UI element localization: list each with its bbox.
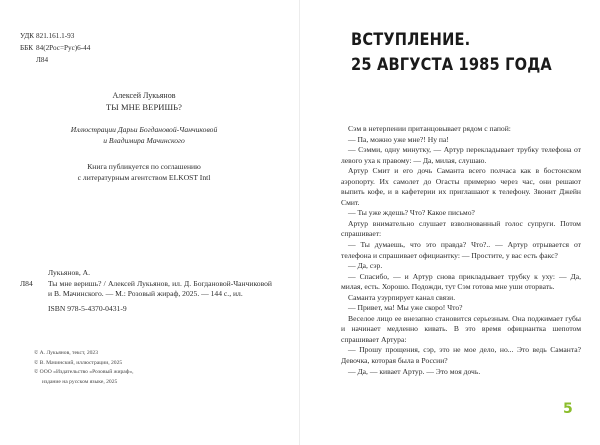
illustrators-line-2: и Владимира Мачинского: [103, 136, 185, 145]
illustrators-line-1: Иллюстрации Дарьи Богдановой-Чанчиковой: [70, 125, 218, 134]
udk-value: 821.161.1-93: [36, 32, 75, 40]
paragraph: — Да, — кивает Артур. — Это моя дочь.: [348, 366, 481, 376]
chapter-title: [351, 28, 552, 78]
paragraph: Сэм в нетерпении пританцовывает рядом с папой:: [348, 124, 511, 133]
paragraph: — Па, можно уже мне?! Ну па!: [348, 134, 449, 144]
paragraph: — Прошу прощения, сэр, это не мое дело, но... Это ведь Саманта? Девочка, которая была в России?: [341, 345, 581, 366]
bib-description: Ты мне веришь? / Алексей Лукьянов, ил. Д. Богдановой-Чанчиковой и В. Мачинского. — М.: Розовый жираф, 2025. — 144 с., ил.: [48, 278, 272, 299]
paragraph: Артур внимательно слушает взволнованный голос супруги. Потом спрашивает:: [341, 218, 581, 239]
bbk-key: ББК: [20, 44, 34, 52]
udk-key: УДК: [20, 32, 35, 40]
bbk-row: [20, 42, 90, 54]
paragraph: — Сэмми, одну минутку, — Артур перекладывает трубку телефона от левого уха к правому: — Да, милая, слушаю.: [341, 145, 581, 165]
author-mark-value: Л84: [36, 56, 49, 64]
page-number: 5: [563, 401, 573, 417]
paragraph: — Привет, ма! Мы уже скоро! Что?: [348, 303, 463, 313]
bibliographic-record: [20, 268, 272, 314]
bib-main-row: [20, 279, 272, 300]
paragraph: — Да, сэр.: [348, 261, 383, 271]
paragraph: Саманта узурпирует канал связи.: [348, 292, 456, 302]
copyright-edition: издание на русском языке, 2025: [42, 379, 118, 386]
publication-note-line-2: с литературным агентством ELKOST Intl: [77, 173, 211, 182]
bib-index: Л84: [20, 278, 33, 288]
paragraph: Веселое лицо ее внезапно становится серьезным. Она поджимает губы и начинает медленно кивать. В это время официантка шепотом спрашивает Артура:: [341, 313, 581, 344]
copyright-text: © А. Лукьянов, текст, 2023: [34, 350, 99, 356]
isbn: ISBN 978-5-4370-0431-9: [48, 303, 127, 313]
paragraph: — Ты уже ждешь? Что? Какое письмо?: [348, 208, 475, 218]
book-title: ТЫ МНЕ ВЕРИШЬ?: [105, 102, 183, 112]
chapter-title-line-1: ВСТУПЛЕНИЕ.: [351, 30, 471, 50]
catalog-codes: [20, 30, 90, 66]
paragraph: — Спасибо, — и Артур снова прикладывает трубку к уху: — Да, милая, есть. Хорошо. Подожди, тут Сэм готова мне уши оторвать.: [341, 271, 581, 292]
author-mark-row: [20, 54, 90, 66]
udk-row: [20, 30, 90, 42]
chapter-text: [341, 124, 581, 377]
author-mark-key: [20, 54, 36, 66]
book-author: Алексей Лукьянов: [112, 91, 176, 100]
publication-note: [52, 161, 236, 183]
copyright-illustrations: © В. Мачинский, иллюстрации, 2025: [34, 359, 123, 366]
chapter-title-line-2: 25 АВГУСТА 1985 ГОДА: [351, 55, 552, 75]
publication-note-line-1: Книга публикуется по соглашению: [87, 162, 201, 171]
copyright-publisher: © ООО «Издательство «Розовый жираф»,: [34, 369, 134, 376]
copyright-block: [34, 349, 134, 388]
bbk-value: 84(2Рос=Рус)6-44: [36, 44, 91, 52]
illustrators-credit: [52, 124, 236, 146]
bib-author: Лукьянов, А.: [48, 268, 91, 277]
paragraph: Артур Смит и его дочь Саманта всего полчаса как в бостонском аэропорту. Их самолет до Огасты примерно через час, они решают выпить кофе, и в кафетерии их приглашают к телефону. Звонит Джейн Смит.: [341, 166, 581, 207]
paragraph: — Ты думаешь, что это правда? Что?.. — Артур отрывается от телефона и спрашивает официантку: — Простите, у вас есть факс?: [341, 240, 581, 260]
